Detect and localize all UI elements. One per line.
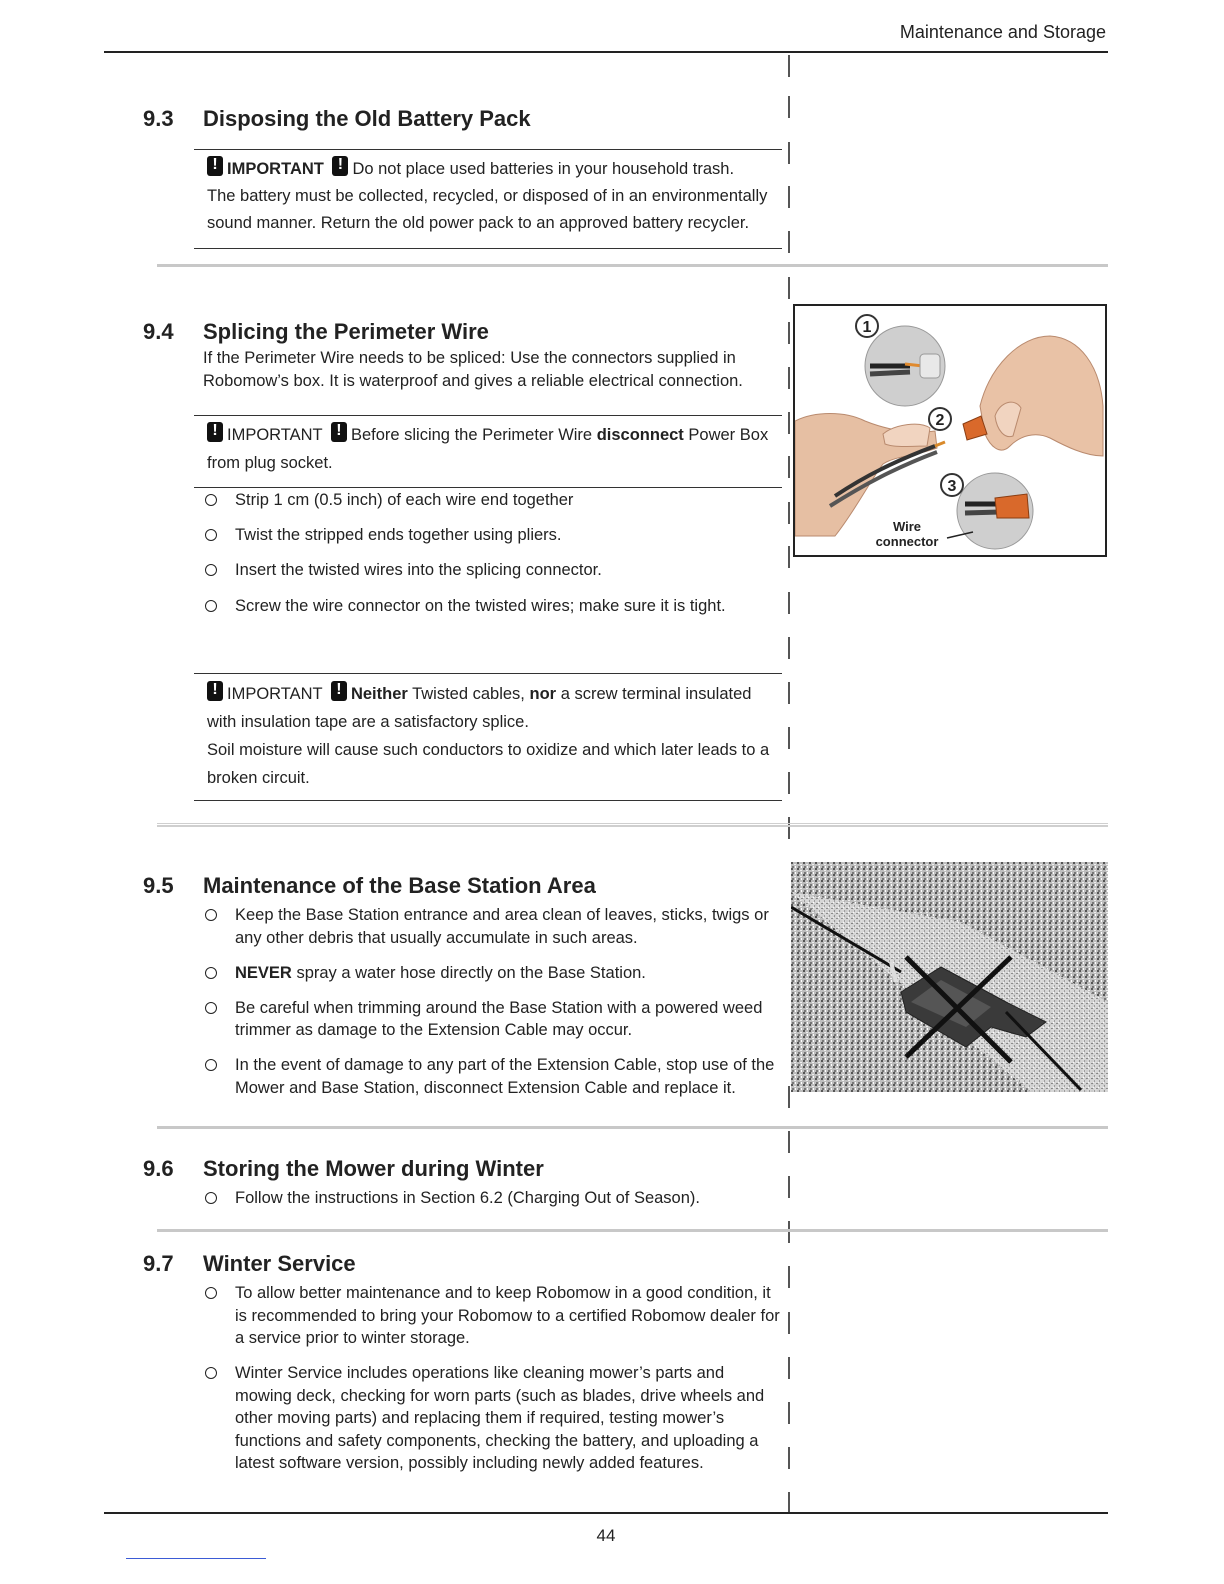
section-intro: If the Perimeter Wire needs to be spliced: Use the connectors supplied in Robomow’s box. It is waterproof and gives a reliable electrical connection. [203, 349, 743, 390]
bullet-icon [205, 1002, 217, 1014]
figure-caption: Wire [892, 519, 922, 534]
important-text: a screw terminal insulated with insulation tape are a satisfactory splice. [207, 685, 752, 731]
step-list [203, 489, 783, 617]
bullet-list [203, 1187, 783, 1210]
list-item: To allow better maintenance and to keep Robomow in a good condition, it is recommended to bring your Robomow to a certified Robomow dealer for a service prior to winter storage. [203, 1282, 781, 1350]
section-divider [157, 823, 1108, 827]
list-item: Insert the twisted wires into the splicing connector. [203, 559, 783, 582]
list-item: Strip 1 cm (0.5 inch) of each wire end together [203, 489, 783, 512]
header-rule [104, 51, 1108, 53]
bullet-icon [205, 909, 217, 921]
bullet-list [203, 1282, 781, 1475]
section-title: Maintenance of the Base Station Area [203, 873, 596, 898]
list-item: Twist the stripped ends together using pliers. [203, 524, 783, 547]
section-title: Splicing the Perimeter Wire [203, 319, 489, 344]
bullet-icon [205, 564, 217, 576]
important-label: IMPORTANT [227, 426, 323, 444]
step-label: 2 [935, 412, 945, 429]
step-label: 1 [862, 319, 872, 336]
list-item: In the event of damage to any part of the Extension Cable, stop use of the Mower and Base Station, disconnect Extension Cable and replace it. [203, 1054, 783, 1099]
list-item: Winter Service includes operations like cleaning mower’s parts and mowing deck, checking for worn parts (such as blades, drive wheels and other moving parts) and replacing them if required, testing mower’s functions and safety components, checking the battery, and uploading a latest software version, possibly including newly added features. [203, 1362, 781, 1475]
important-text-bold: Neither [350, 685, 408, 703]
list-item: Keep the Base Station entrance and area clean of leaves, sticks, twigs or any other debris that usually accumulate in such areas. [203, 904, 783, 949]
list-item: Be careful when trimming around the Base Station with a powered weed trimmer as damage to the Extension Cable may occur. [203, 997, 783, 1042]
important-icon [331, 422, 347, 442]
section-number: 9.6 [143, 1156, 174, 1181]
important-text: Soil moisture will cause such conductors to oxidize and which later leads to a broken circuit. [207, 741, 770, 787]
list-item: Screw the wire connector on the twisted wires; make sure it is tight. [203, 595, 783, 618]
bullet-icon [205, 967, 217, 979]
section-divider [157, 264, 1108, 267]
important-text: Do not place used batteries in your household trash. [352, 160, 735, 178]
important-text: Power Box from plug socket. [207, 426, 769, 472]
important-label: IMPORTANT [227, 685, 323, 703]
list-item: NEVER spray a water hose directly on the Base Station. [203, 962, 783, 985]
section-number: 9.4 [143, 319, 174, 344]
important-icon [207, 156, 223, 176]
list-item: Follow the instructions in Section 6.2 (Charging Out of Season). [203, 1187, 783, 1210]
page-number: 44 [596, 1526, 616, 1545]
bullet-icon [205, 1059, 217, 1071]
section-divider [157, 1126, 1108, 1129]
bullet-icon [205, 1367, 217, 1379]
important-icon [207, 681, 223, 701]
figure-caption: connector [875, 534, 939, 549]
section-title: Disposing the Old Battery Pack [203, 106, 531, 131]
important-box [194, 673, 782, 801]
important-icon [332, 156, 348, 176]
splice-figure [793, 304, 1107, 557]
bottom-link-underline [126, 1558, 266, 1559]
section-divider [157, 1229, 1108, 1232]
important-text-bold: disconnect [596, 426, 684, 444]
splice-illustration [795, 306, 1105, 555]
section-title: Storing the Mower during Winter [203, 1156, 544, 1181]
section-title: Winter Service [203, 1251, 356, 1276]
important-box [194, 149, 782, 249]
footer-rule [104, 1512, 1108, 1514]
important-text: Twisted cables, [412, 685, 525, 703]
bullet-icon [205, 529, 217, 541]
important-text: Before slicing the Perimeter Wire [350, 426, 593, 444]
bullet-icon [205, 1287, 217, 1299]
important-label: IMPORTANT [227, 160, 324, 178]
bullet-icon [205, 600, 217, 612]
running-header: Maintenance and Storage [899, 22, 1106, 42]
important-text-bold: nor [529, 685, 557, 703]
important-icon [331, 681, 347, 701]
section-number: 9.3 [143, 106, 174, 131]
important-text: The battery must be collected, recycled, or disposed of in an environmentally sound manner. Return the old power pack to an approved battery recycler. [207, 187, 768, 232]
base-station-figure [791, 862, 1108, 1092]
section-number: 9.5 [143, 873, 174, 898]
bullet-list [203, 904, 783, 1099]
section-number: 9.7 [143, 1251, 174, 1276]
bullet-icon [205, 494, 217, 506]
step-label: 3 [947, 478, 957, 495]
base-station-illustration [791, 862, 1108, 1092]
important-icon [207, 422, 223, 442]
important-box [194, 415, 782, 488]
bullet-icon [205, 1192, 217, 1204]
